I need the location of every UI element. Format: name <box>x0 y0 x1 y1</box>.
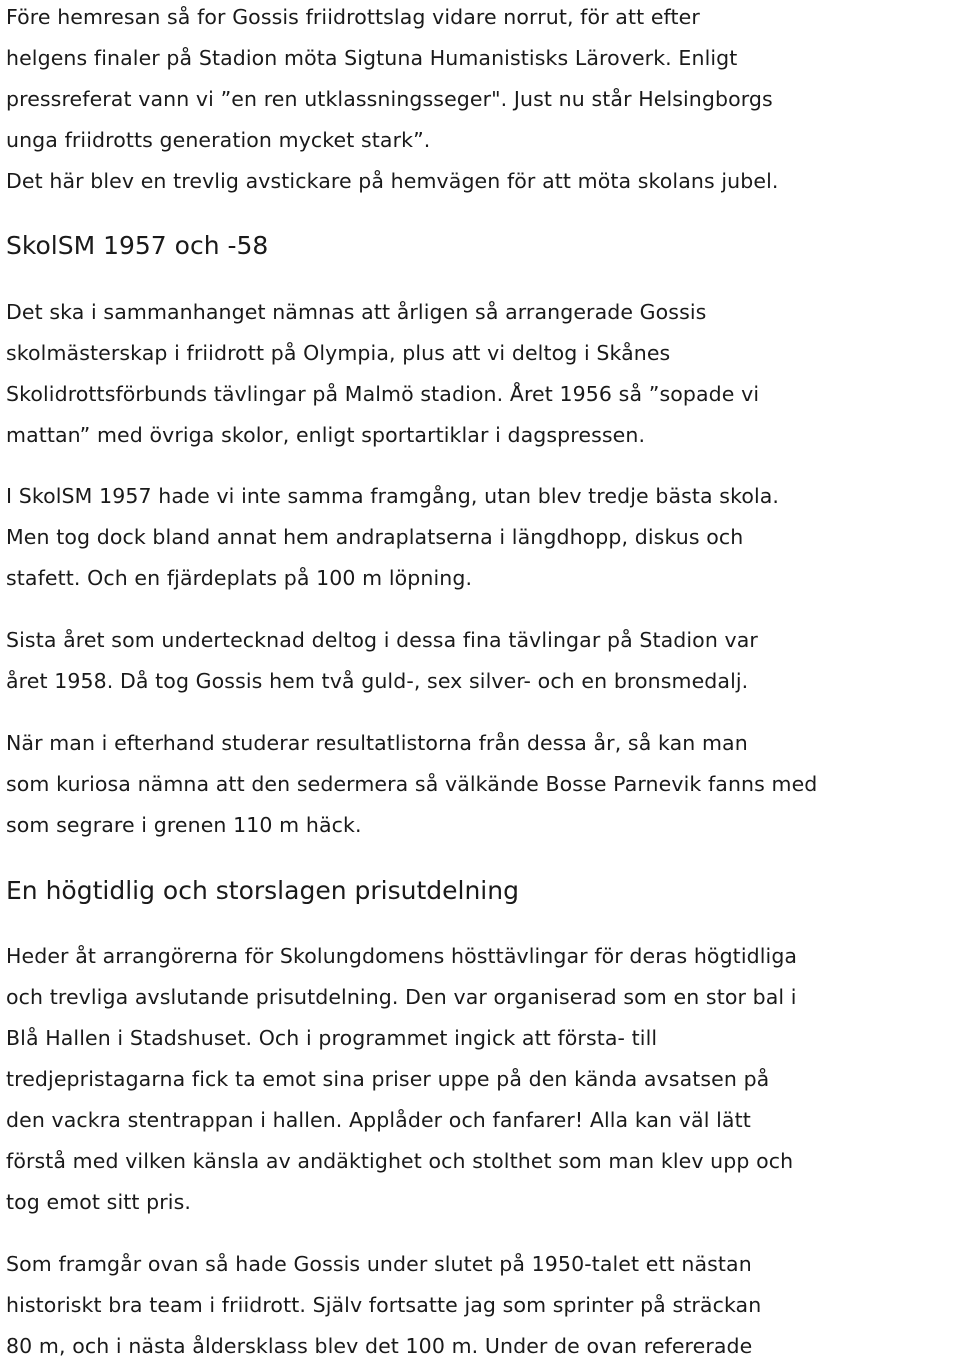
text-line: unga friidrotts generation mycket stark”. <box>6 128 431 152</box>
paragraph-skolsm-1957 <box>6 476 779 599</box>
text-line: helgens finaler på Stadion möta Sigtuna Humanistisks Läroverk. Enligt <box>6 46 738 70</box>
heading-skolsm: SkolSM 1957 och -58 <box>6 231 269 260</box>
text-line: Heder åt arrangörerna för Skolungdomens hösttävlingar för deras högtidliga <box>6 944 798 968</box>
text-line: Sista året som undertecknad deltog i dessa fina tävlingar på Stadion var <box>6 628 758 652</box>
text-line: Det ska i sammanhanget nämnas att årligen så arrangerade Gossis <box>6 300 707 324</box>
text-line: som kuriosa nämna att den sedermera så välkände Bosse Parnevik fanns med <box>6 772 818 796</box>
paragraph-intro <box>6 0 779 202</box>
text-line: 80 m, och i nästa åldersklass blev det 100 m. Under de ovan refererade <box>6 1334 753 1358</box>
text-line: Före hemresan så for Gossis friidrottslag vidare norrut, för att efter <box>6 5 700 29</box>
text-line: och trevliga avslutande prisutdelning. Den var organiserad som en stor bal i <box>6 985 797 1009</box>
text-line: förstå med vilken känsla av andäktighet och stolthet som man klev upp och <box>6 1149 794 1173</box>
paragraph-heder <box>6 936 797 1223</box>
text-line: historiskt bra team i friidrott. Själv fortsatte jag som sprinter på sträckan <box>6 1293 762 1317</box>
paragraph-parnevik <box>6 723 817 846</box>
text-line: den vackra stentrappan i hallen. Applåder och fanfarer! Alla kan väl lätt <box>6 1108 751 1132</box>
text-line: Skolidrottsförbunds tävlingar på Malmö stadion. Året 1956 så ”sopade vi <box>6 382 760 406</box>
paragraph-skolsm-1958 <box>6 620 758 702</box>
text-line: mattan” med övriga skolor, enligt sportartiklar i dagspressen. <box>6 423 646 447</box>
text-line: Det här blev en trevlig avstickare på hemvägen för att möta skolans jubel. <box>6 169 779 193</box>
text-line: Som framgår ovan så hade Gossis under slutet på 1950-talet ett nästan <box>6 1252 752 1276</box>
text-line: När man i efterhand studerar resultatlistorna från dessa år, så kan man <box>6 731 748 755</box>
text-line: tog emot sitt pris. <box>6 1190 191 1214</box>
text-line: skolmästerskap i friidrott på Olympia, plus att vi deltog i Skånes <box>6 341 671 365</box>
text-line: Men tog dock bland annat hem andraplatserna i längdhopp, diskus och <box>6 525 744 549</box>
text-line: Blå Hallen i Stadshuset. Och i programmet ingick att första- till <box>6 1026 658 1050</box>
text-line: stafett. Och en fjärdeplats på 100 m löpning. <box>6 566 473 590</box>
text-line: tredjepristagarna fick ta emot sina priser uppe på den kända avsatsen på <box>6 1067 770 1091</box>
text-line: I SkolSM 1957 hade vi inte samma framgång, utan blev tredje bästa skola. <box>6 484 780 508</box>
heading-prisutdelning: En högtidlig och storslagen prisutdelning <box>6 876 519 905</box>
text-line: året 1958. Då tog Gossis hem två guld-, sex silver- och en bronsmedalj. <box>6 669 749 693</box>
paragraph-olympia <box>6 292 759 456</box>
text-line: som segrare i grenen 110 m häck. <box>6 813 362 837</box>
paragraph-team <box>6 1244 761 1360</box>
text-line: pressreferat vann vi ”en ren utklassningsseger". Just nu står Helsingborgs <box>6 87 773 111</box>
